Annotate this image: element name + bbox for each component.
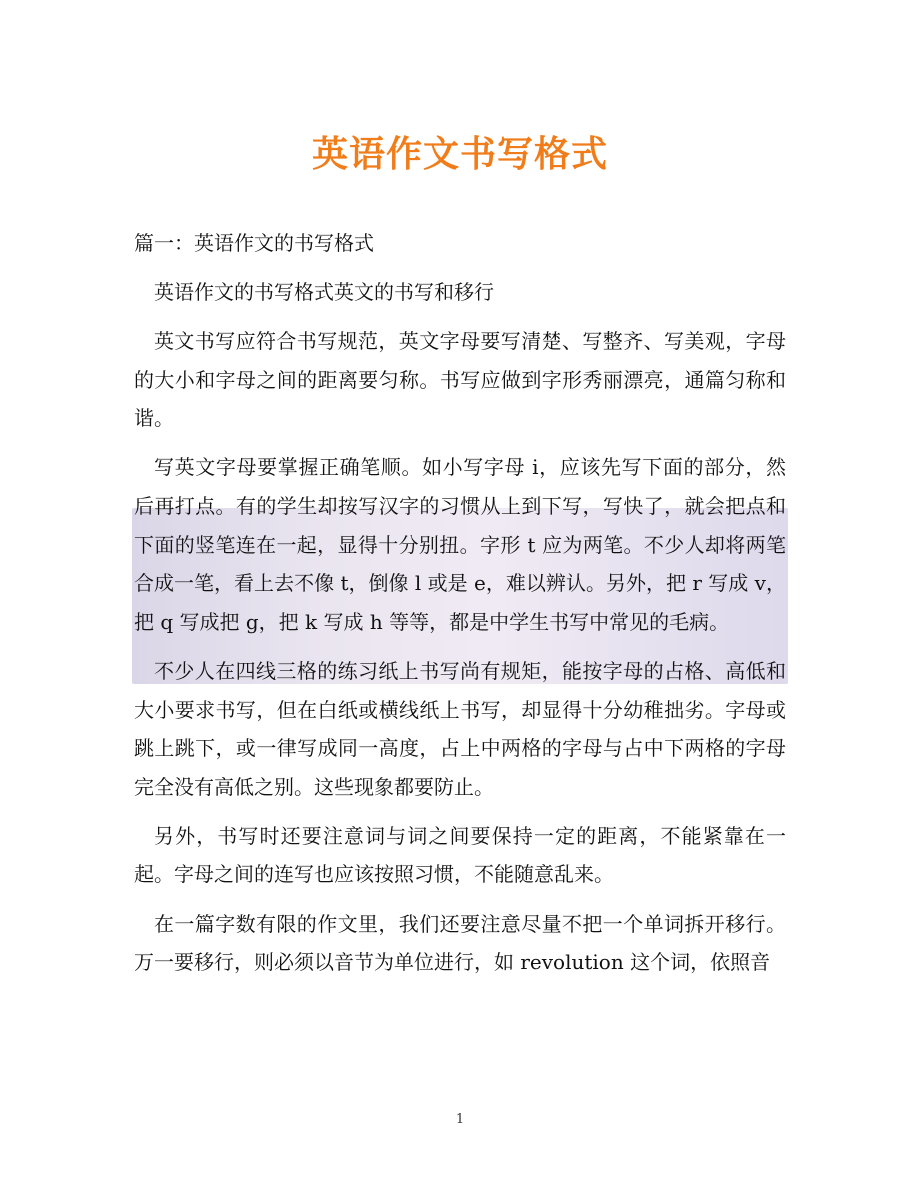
- body-paragraph: 另外，书写时还要注意词与词之间要保持一定的距离，不能紧靠在一起。字母之间的连写也应该按照习惯，不能随意乱来。: [134, 823, 786, 887]
- body-paragraph: 不少人在四线三格的练习纸上书写尚有规矩，能按字母的占格、高低和大小要求书写，但在白纸或横线纸上书写，却显得十分幼稚拙劣。字母或跳上跳下，或一律写成同一高度，占上中两格的字母与占中下两格的字母完全没有高低之别。这些现象都要防止。: [134, 658, 786, 799]
- subheading-paragraph: 英语作文的书写格式英文的书写和移行: [154, 280, 494, 305]
- page-number: 1: [455, 1112, 465, 1127]
- document-title: 英语作文书写格式: [311, 134, 608, 175]
- body-paragraph: 写英文字母要掌握正确笔顺。如小写字母 i，应该先写下面的部分，然后再打点。有的学生却按写汉字的习惯从上到下写，写快了，就会把点和下面的竖笔连在一起，显得十分别扭。字形 t 应为两笔。不少人却将两笔合成一笔，看上去不像 t，倒像 l 或是 e，难以辨认。另外，把 r 写成 v，把 q 写成把 g，把 k 写成 h 等等，都是中学生书写中常见的毛病。: [134, 455, 786, 634]
- body-paragraph: 在一篇字数有限的作文里，我们还要注意尽量不把一个单词拆开移行。万一要移行，则必须以音节为单位进行，如 revolution 这个词，依照音: [134, 911, 786, 975]
- heading-paragraph: 篇一：英语作文的书写格式: [134, 231, 374, 255]
- body-paragraph: 英文书写应符合书写规范，英文字母要写清楚、写整齐、写美观，字母的大小和字母之间的距离要匀称。书写应做到字形秀丽漂亮，通篇匀称和谐。: [134, 329, 786, 431]
- document-body: [134, 224, 786, 992]
